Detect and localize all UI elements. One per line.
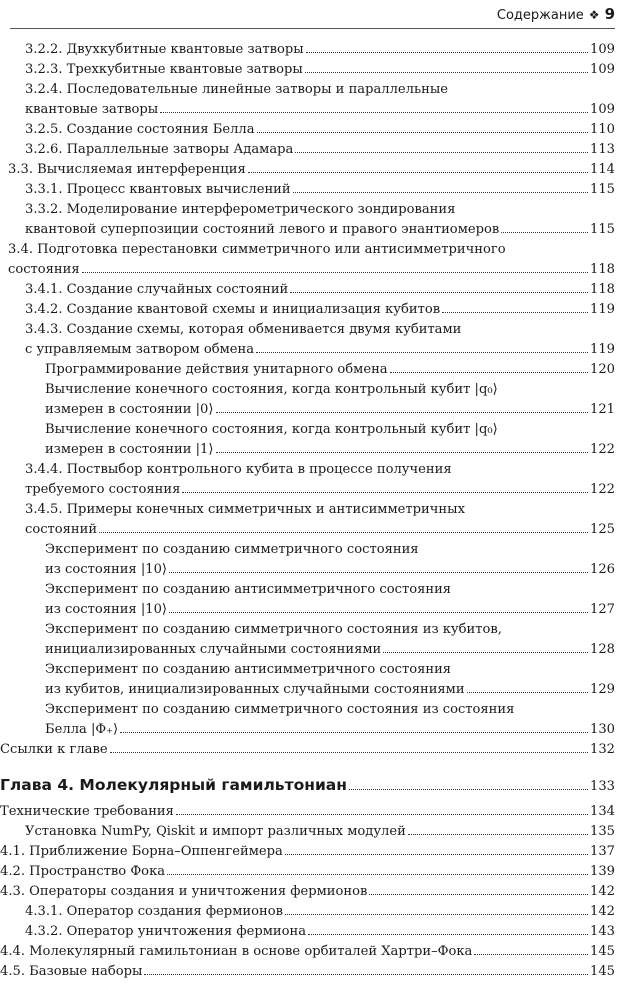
dot-leader: [474, 954, 588, 955]
dot-leader: [306, 52, 588, 53]
toc-entry[interactable]: [0, 320, 625, 360]
toc-entry-text: 4.3. Операторы создания и уничтожения фермионов: [0, 884, 368, 899]
header-text: [497, 5, 615, 23]
toc-page-number: 118: [590, 262, 615, 277]
toc-page-number: 115: [590, 182, 615, 197]
dot-leader: [295, 152, 588, 153]
toc-entry-text: 4.1. Приближение Борна–Оппенгеймера: [0, 844, 283, 859]
running-header: [0, 0, 625, 32]
toc-entry-text: Эксперимент по созданию антисимметричного состояния: [45, 662, 452, 677]
toc-entry[interactable]: [0, 280, 625, 300]
toc-entry[interactable]: [0, 922, 625, 942]
toc-page-number: 139: [590, 864, 615, 879]
toc-entry[interactable]: [0, 802, 625, 822]
toc-page-number: 130: [590, 722, 615, 737]
dot-leader: [144, 974, 588, 975]
dot-leader: [120, 732, 588, 733]
dot-leader: [285, 854, 588, 855]
toc-entry[interactable]: [0, 120, 625, 140]
toc-entry-text: 3.4. Подготовка перестановки симметричного или антисимметричного: [8, 242, 506, 257]
toc-entry-text: 4.4. Молекулярный гамильтониан в основе орбиталей Хартри–Фока: [0, 944, 473, 959]
dot-leader: [176, 814, 588, 815]
toc-entry[interactable]: [0, 942, 625, 962]
header-title: Содержание: [496, 8, 584, 23]
toc-entry[interactable]: [0, 902, 625, 922]
toc-entry-text: 4.2. Пространство Фока: [0, 864, 166, 879]
dot-leader: [169, 612, 588, 613]
toc-entry-text: 3.3.2. Моделирование интерферометрического зондирования: [25, 202, 456, 217]
toc-entry[interactable]: [0, 80, 625, 120]
dot-leader: [257, 132, 588, 133]
toc-chapter-heading[interactable]: [0, 774, 625, 798]
toc-page-number: 122: [590, 482, 615, 497]
dot-leader: [467, 692, 588, 693]
toc-page-number: 133: [590, 779, 615, 794]
toc-entry[interactable]: [0, 620, 625, 660]
dot-leader: [305, 72, 588, 73]
toc-page-number: 142: [590, 904, 615, 919]
toc-entry-text: 3.3. Вычисляемая интерференция: [8, 162, 246, 177]
toc-page-number: 110: [590, 122, 615, 137]
toc-entry[interactable]: [0, 200, 625, 240]
toc-entry-text: состояний: [25, 522, 98, 537]
toc-entry-text: измерен в состоянии |1⟩: [45, 442, 214, 457]
toc-page-number: 129: [590, 682, 615, 697]
dot-leader: [167, 874, 588, 875]
toc-page-number: 135: [590, 824, 615, 839]
toc-entry-text: 4.3.2. Оператор уничтожения фермиона: [25, 924, 307, 939]
toc-page-number: 143: [590, 924, 615, 939]
toc-entry[interactable]: [0, 40, 625, 60]
toc-page-number: 121: [590, 402, 615, 417]
toc-entry[interactable]: [0, 60, 625, 80]
toc-entry[interactable]: [0, 240, 625, 280]
toc-page-number: 126: [590, 562, 615, 577]
toc-entry-text: 3.2.2. Двухкубитные квантовые затворы: [25, 42, 304, 57]
toc-entry[interactable]: [0, 380, 625, 420]
toc-entry[interactable]: [0, 862, 625, 882]
toc-entry-text: Вычисление конечного состояния, когда контрольный кубит |q₀⟩: [45, 382, 498, 397]
toc-entry-text: Технические требования: [0, 804, 174, 819]
toc-page-number: 128: [590, 642, 615, 657]
toc-entry-text: Глава 4. Молекулярный гамильтониан: [0, 776, 347, 794]
toc-entry-text: Эксперимент по созданию антисимметричного состояния: [45, 582, 452, 597]
toc-entry[interactable]: [0, 882, 625, 902]
toc-page-number: 114: [590, 162, 615, 177]
dot-leader: [293, 192, 588, 193]
toc-page-number: 113: [590, 142, 615, 157]
toc-page-number: 115: [590, 222, 615, 237]
toc-page-number: 119: [590, 342, 615, 357]
toc-page-number: 109: [590, 42, 615, 57]
dot-leader: [160, 112, 588, 113]
dot-leader: [82, 272, 588, 273]
dot-leader: [290, 292, 588, 293]
toc-entry-text: 3.4.5. Примеры конечных симметричных и антисимметричных: [25, 502, 465, 517]
toc-entry[interactable]: [0, 300, 625, 320]
toc-entry-text: из кубитов, инициализированных случайными состояниями: [45, 682, 465, 697]
toc-entry[interactable]: [0, 360, 625, 380]
toc-page-number: 109: [590, 102, 615, 117]
toc-entry[interactable]: [0, 180, 625, 200]
toc-entry-text: из состояния |10⟩: [45, 562, 168, 577]
toc-entry-text: квантовые затворы: [25, 102, 159, 117]
toc-entry[interactable]: [0, 500, 625, 540]
toc-page-number: 125: [590, 522, 615, 537]
toc-entry-text: 3.3.1. Процесс квантовых вычислений: [25, 182, 291, 197]
toc-entry-text: Эксперимент по созданию симметричного состояния из состояния: [45, 702, 515, 717]
toc-entry-text: квантовой суперпозиции состояний левого и правого энантиомеров: [25, 222, 500, 237]
dot-leader: [349, 789, 588, 790]
toc-entry-text: состояния: [8, 262, 80, 277]
toc-entry-text: Программирование действия унитарного обмена: [45, 362, 388, 377]
toc-entry-text: Эксперимент по созданию симметричного состояния из кубитов,: [45, 622, 502, 637]
toc-entry-text: 3.2.5. Создание состояния Белла: [25, 122, 255, 137]
dot-leader: [216, 452, 589, 453]
toc-entry-text: 3.4.1. Создание случайных состояний: [25, 282, 289, 297]
toc-entry[interactable]: [0, 822, 625, 842]
dot-leader: [308, 934, 588, 935]
toc-page-number: 145: [590, 964, 615, 979]
dot-leader: [442, 312, 588, 313]
toc-entry[interactable]: [0, 700, 625, 740]
toc-entry-text: 3.2.6. Параллельные затворы Адамара: [25, 142, 294, 157]
toc-entry-text: 3.2.3. Трехкубитные квантовые затворы: [25, 62, 303, 77]
toc-page-number: 120: [590, 362, 615, 377]
dot-leader: [110, 752, 588, 753]
table-of-contents: [0, 40, 625, 982]
toc-page-number: 119: [590, 302, 615, 317]
toc-page-number: 109: [590, 62, 615, 77]
toc-entry-text: инициализированных случайными состояниями: [45, 642, 382, 657]
dot-leader: [408, 834, 588, 835]
toc-entry[interactable]: [0, 660, 625, 700]
header-rule: [10, 28, 615, 29]
toc-page-number: 132: [590, 742, 615, 757]
page-number: 9: [604, 5, 615, 23]
toc-entry[interactable]: [0, 962, 625, 982]
toc-entry-text: 3.4.3. Создание схемы, которая обменивается двумя кубитами: [25, 322, 462, 337]
dot-leader: [169, 572, 588, 573]
toc-page-number: 134: [590, 804, 615, 819]
ornament-icon: ❖: [588, 8, 600, 22]
toc-entry[interactable]: [0, 580, 625, 620]
toc-entry-text: из состояния |10⟩: [45, 602, 168, 617]
toc-entry[interactable]: [0, 740, 625, 760]
toc-entry-text: 3.2.4. Последовательные линейные затворы и параллельные: [25, 82, 449, 97]
toc-entry[interactable]: [0, 540, 625, 580]
dot-leader: [369, 894, 588, 895]
toc-entry[interactable]: [0, 460, 625, 500]
dot-leader: [256, 352, 588, 353]
dot-leader: [501, 232, 588, 233]
dot-leader: [248, 172, 588, 173]
toc-entry-text: измерен в состоянии |0⟩: [45, 402, 214, 417]
toc-entry[interactable]: [0, 842, 625, 862]
dot-leader: [285, 914, 588, 915]
toc-page-number: 118: [590, 282, 615, 297]
dot-leader: [182, 492, 588, 493]
toc-entry[interactable]: [0, 420, 625, 460]
dot-leader: [99, 532, 588, 533]
toc-entry-text: с управляемым затвором обмена: [25, 342, 255, 357]
toc-entry-text: 4.3.1. Оператор создания фермионов: [25, 904, 283, 919]
toc-page-number: 137: [590, 844, 615, 859]
toc-entry-text: Эксперимент по созданию симметричного состояния: [45, 542, 419, 557]
toc-entry-text: 4.5. Базовые наборы: [0, 964, 143, 979]
dot-leader: [390, 372, 588, 373]
toc-page-number: 122: [590, 442, 615, 457]
dot-leader: [383, 652, 588, 653]
toc-page-number: 145: [590, 944, 615, 959]
toc-page-number: 127: [590, 602, 615, 617]
toc-entry-text: требуемого состояния: [25, 482, 181, 497]
toc-entry[interactable]: [0, 160, 625, 180]
toc-entry-text: 3.4.2. Создание квантовой схемы и инициализация кубитов: [25, 302, 441, 317]
toc-entry-text: Белла |Φ₊⟩: [45, 722, 119, 737]
toc-page-number: 142: [590, 884, 615, 899]
dot-leader: [216, 412, 589, 413]
toc-entry[interactable]: [0, 140, 625, 160]
toc-entry-text: Ссылки к главе: [0, 742, 108, 757]
toc-entry-text: Вычисление конечного состояния, когда контрольный кубит |q₀⟩: [45, 422, 498, 437]
toc-entry-text: Установка NumPy, Qiskit и импорт различных модулей: [25, 824, 406, 839]
toc-entry-text: 3.4.4. Поствыбор контрольного кубита в процессе получения: [25, 462, 452, 477]
